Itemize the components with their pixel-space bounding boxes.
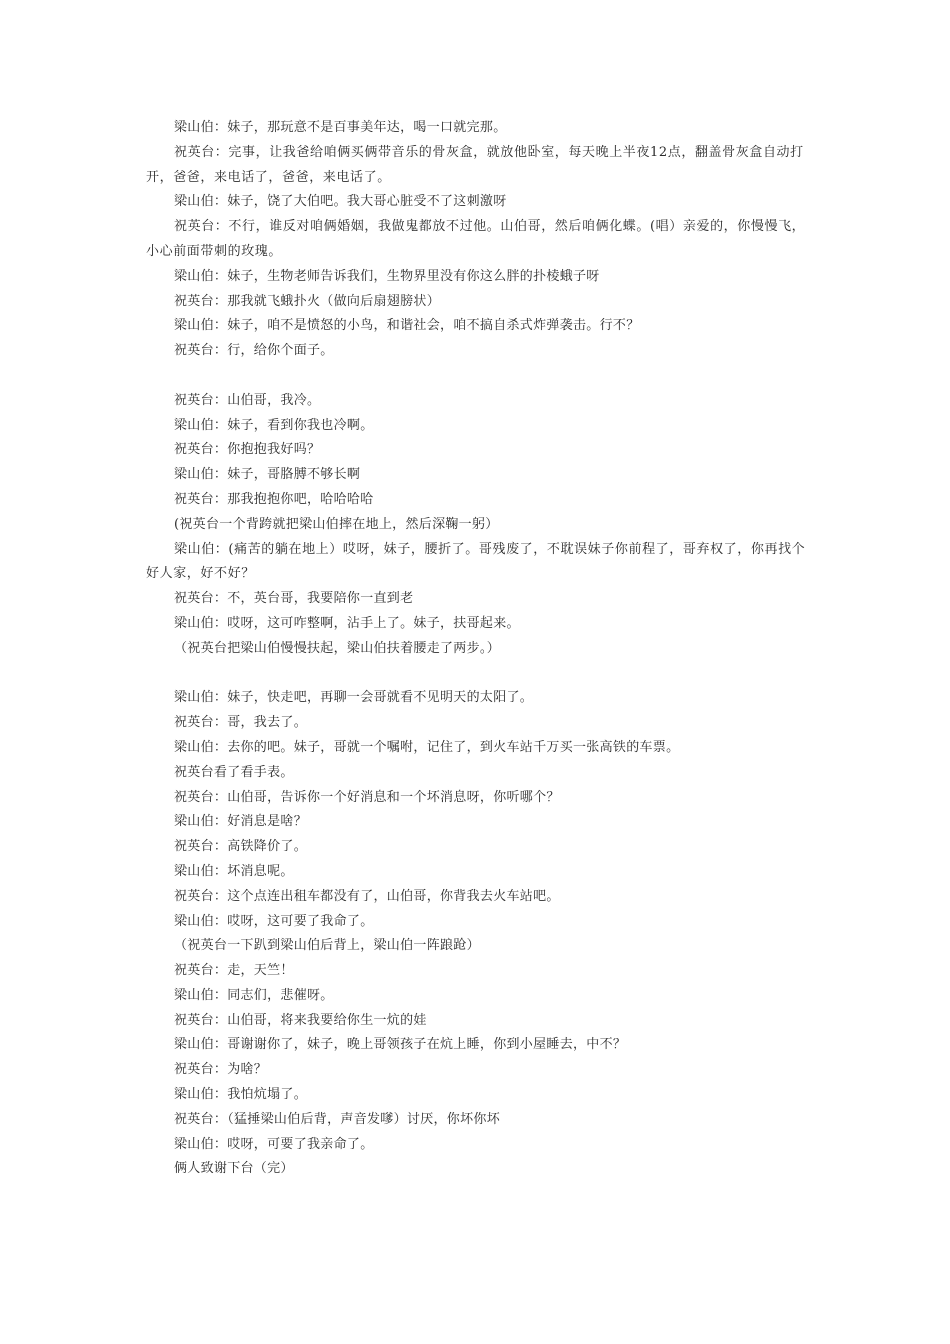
dialogue-line: 梁山伯：坏消息呢。 xyxy=(174,863,294,879)
dialogue-line: 祝英台：山伯哥，告诉你一个好消息和一个坏消息呀，你听哪个？ xyxy=(174,789,560,805)
dialogue-line: 梁山伯：(痛苦的躺在地上）哎呀，妹子，腰折了。哥残废了，不耽误妹子你前程了，哥弃权了，你再找个好人家，好不好？ xyxy=(146,541,806,582)
dialogue-line: 梁山伯：妹子，快走吧，再聊一会哥就看不见明天的太阳了。 xyxy=(174,690,534,706)
stage-direction: (祝英台一个背跨就把梁山伯摔在地上，然后深鞠一躬） xyxy=(174,516,499,532)
dialogue-line: 梁山伯：哎呀，可要了我亲命了。 xyxy=(174,1136,374,1152)
dialogue-line: 梁山伯：妹子，哥胳膊不够长啊 xyxy=(174,467,361,483)
dialogue-line: 梁山伯：哥谢谢你了，妹子，晚上哥领孩子在炕上睡，你到小屋睡去，中不？ xyxy=(174,1037,627,1053)
dialogue-line: 祝英台：不，英台哥，我要陪你一直到老 xyxy=(174,591,414,607)
dialogue-line: 祝英台：这个点连出租车都没有了，山伯哥，你背我去火车站吧。 xyxy=(174,888,560,904)
dialogue-line: 梁山伯：妹子，那玩意不是百事美年达，喝一口就完那。 xyxy=(174,120,507,135)
dialogue-line: 祝英台：那我抱抱你吧，哈哈哈哈 xyxy=(174,491,374,507)
dialogue-line: 祝英台：走，天竺！ xyxy=(174,963,294,979)
dialogue-line: 祝英台：高铁降价了。 xyxy=(174,839,308,855)
dialogue-line: 梁山伯：妹子，饶了大伯吧。我大哥心脏受不了这刺激呀 xyxy=(174,194,507,210)
dialogue-line: 梁山伯：好消息是啥？ xyxy=(174,814,308,830)
dialogue-line: 梁山伯：哎呀，这可要了我命了。 xyxy=(174,913,374,929)
dialogue-line: 祝英台：（猛捶梁山伯后背，声音发嗲）讨厌，你坏你坏 xyxy=(174,1111,501,1127)
dialogue-line: 祝英台：哥，我去了。 xyxy=(174,715,308,731)
dialogue-line: 梁山伯：妹子，咱不是愤怒的小鸟，和谐社会，咱不搞自杀式炸弹袭击。行不？ xyxy=(174,318,640,334)
dialogue-line: 祝英台：为啥？ xyxy=(174,1062,268,1078)
script-text xyxy=(146,116,810,1182)
stage-direction: （祝英台把梁山伯慢慢扶起，梁山伯扶着腰走了两步。） xyxy=(174,640,501,656)
dialogue-line: 祝英台：行，给你个面子。 xyxy=(174,343,334,359)
dialogue-line: 梁山伯：去你的吧。妹子，哥就一个嘱咐，记住了，到火车站千万买一张高铁的车票。 xyxy=(174,739,680,755)
dialogue-line: 梁山伯：同志们，悲催呀。 xyxy=(174,987,334,1003)
blank-line xyxy=(146,364,810,389)
dialogue-line: 梁山伯：妹子，看到你我也冷啊。 xyxy=(174,417,374,433)
dialogue-line: 祝英台：你抱抱我好吗？ xyxy=(174,442,321,458)
stage-direction: 祝英台看了看手表。 xyxy=(174,764,294,780)
dialogue-line: 梁山伯：哎呀，这可咋整啊，沾手上了。妹子，扶哥起来。 xyxy=(174,615,520,631)
blank-line xyxy=(146,662,810,687)
dialogue-line: 祝英台：不行，谁反对咱俩婚姻，我做鬼都放不过他。山伯哥，然后咱俩化蝶。(唱）亲爱的，你慢慢飞，小心前面带刺的玫瑰。 xyxy=(146,219,806,259)
stage-direction: 俩人致谢下台（完） xyxy=(174,1161,294,1177)
dialogue-line: 祝英台：那我就飞蛾扑火（做向后扇翅膀状） xyxy=(174,293,441,309)
dialogue-line: 祝英台：山伯哥，将来我要给你生一炕的娃 xyxy=(174,1012,427,1028)
stage-direction: （祝英台一下趴到梁山伯后背上，梁山伯一阵踉跄） xyxy=(174,938,480,954)
dialogue-line: 祝英台：完事，让我爸给咱俩买俩带音乐的骨灰盒，就放他卧室，每天晚上半夜12点，翻盖骨灰盒自动打开，爸爸，来电话了，爸爸，来电话了。 xyxy=(146,144,804,185)
dialogue-line: 梁山伯：我怕炕塌了。 xyxy=(174,1087,308,1103)
dialogue-line: 祝英台：山伯哥，我冷。 xyxy=(174,392,321,408)
dialogue-line: 梁山伯：妹子，生物老师告诉我们，生物界里没有你这么胖的扑棱蛾子呀 xyxy=(174,268,600,284)
